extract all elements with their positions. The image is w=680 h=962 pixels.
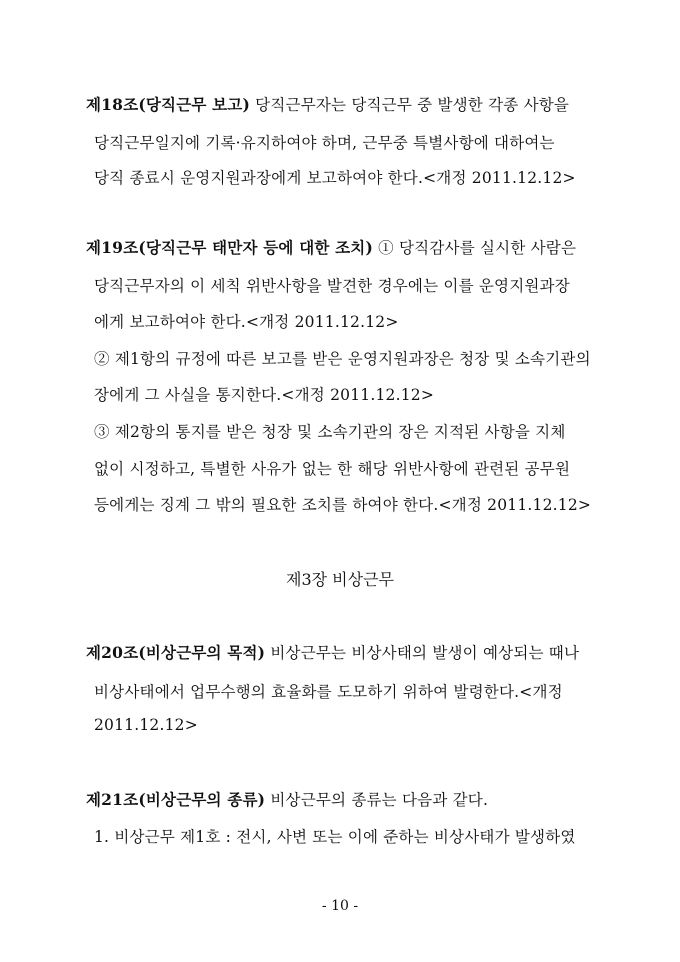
article-19-line-5: 장에게 그 사실을 통지한다.<개정 2011.12.12>	[94, 386, 435, 404]
article-18-text: 당직근무자는 당직근무 중 발생한 각종 사항을	[255, 96, 570, 114]
article-21-line-1	[86, 788, 488, 810]
article-18-heading: 제18조(당직근무 보고)	[86, 95, 251, 114]
article-20-line-1	[86, 641, 579, 663]
article-19-text: ① 당직감사를 실시한 사람은	[378, 239, 577, 257]
article-19-line-3: 에게 보고하여야 한다.<개정 2011.12.12>	[94, 313, 399, 331]
chapter-title: 제3장 비상근무	[285, 570, 394, 589]
article-20-line-2: 비상사태에서 업무수행의 효율화를 도모하기 위하여 발령한다.<개정	[94, 683, 563, 701]
article-19-line-1	[86, 236, 576, 258]
page-number: - 10 -	[321, 898, 359, 914]
article-19-line-7: 없이 시정하고, 특별한 사유가 없는 한 해당 위반사항에 관련된 공무원	[94, 460, 571, 478]
article-19-line-8: 등에게는 징계 그 밖의 필요한 조치를 하여야 한다.<개정 2011.12.12>	[94, 496, 592, 514]
article-21-item-1: 1. 비상근무 제1호 : 전시, 사변 또는 이에 준하는 비상사태가 발생하였	[94, 828, 576, 846]
article-21-text: 비상근무의 종류는 다음과 같다.	[270, 791, 489, 809]
article-19-line-4: ② 제1항의 규정에 따른 보고를 받은 운영지원과장은 청장 및 소속기관의	[94, 350, 591, 368]
article-18-line-3: 당직 종료시 운영지원과장에게 보고하여야 한다.<개정 2011.12.12>	[94, 169, 576, 187]
article-19-heading: 제19조(당직근무 태만자 등에 대한 조치)	[86, 238, 374, 257]
article-19-line-6: ③ 제2항의 통지를 받은 청장 및 소속기관의 장은 지적된 사항을 지체	[94, 423, 566, 441]
article-20-heading: 제20조(비상근무의 목적)	[86, 643, 266, 662]
article-18-line-1	[86, 93, 569, 115]
article-20-line-3: 2011.12.12>	[94, 716, 198, 734]
article-20-text: 비상근무는 비상사태의 발생이 예상되는 때나	[270, 644, 580, 662]
article-21-heading: 제21조(비상근무의 종류)	[86, 790, 266, 809]
article-19-line-2: 당직근무자의 이 세칙 위반사항을 발견한 경우에는 이를 운영지원과장	[94, 277, 570, 295]
article-18-line-2: 당직근무일지에 기록·유지하여야 하며, 근무중 특별사항에 대하여는	[94, 134, 555, 152]
